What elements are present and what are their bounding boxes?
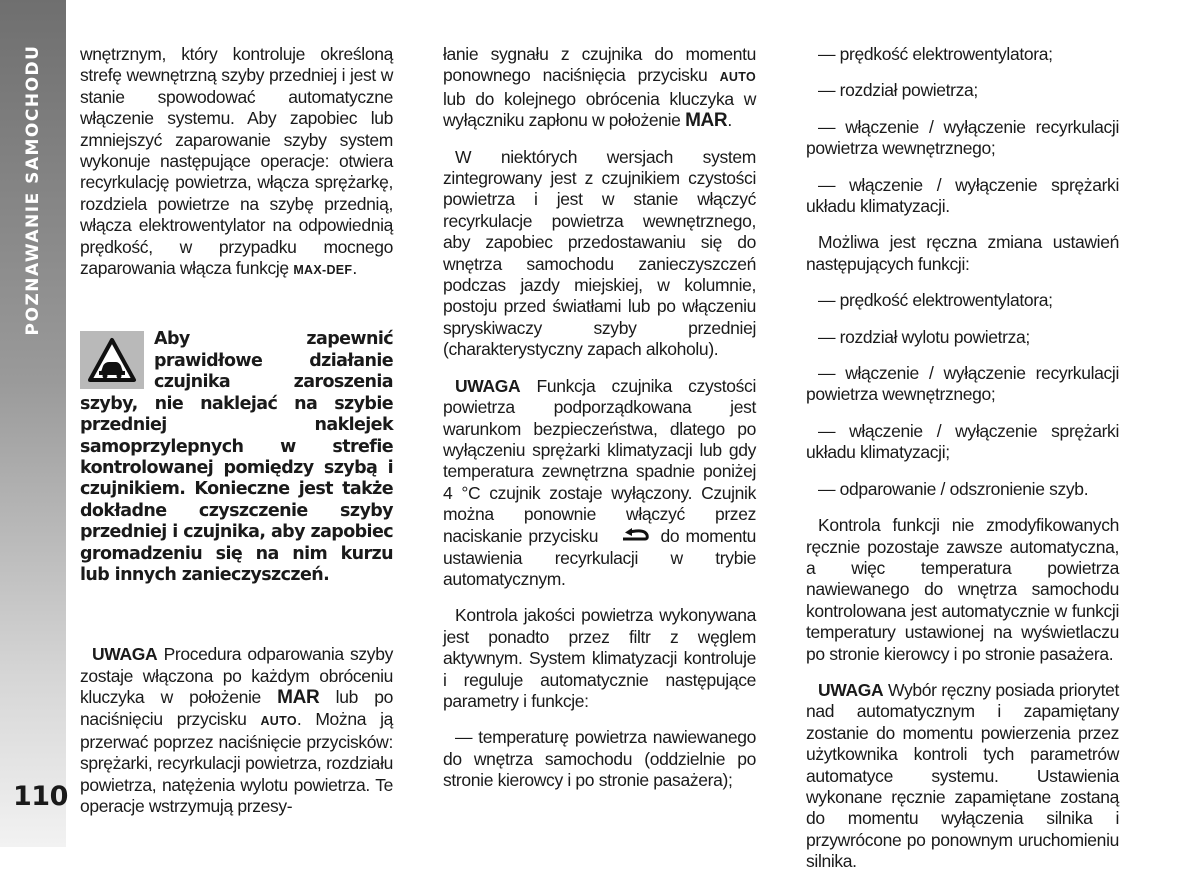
paragraph-signal: łanie sygnału z czujnika do momentu ponownego naciśnięcia przycisku AUTO lub do kolejnego obrócenia kluczyka w wyłączniku zapłonu w położenie MAR. (443, 44, 756, 132)
auto-label: AUTO (719, 70, 756, 85)
list-item: — prędkość elektrowentylatora; (818, 44, 1053, 64)
recirculation-icon (608, 526, 650, 547)
list-item: — odparowanie / odszronienie szyb. (818, 478, 1089, 499)
list-item: — włączenie / wyłączenie recyrkulacji powietrza wewnętrznego; (806, 363, 1119, 405)
paragraph-uwaga-procedure: UWAGA Procedura odparowania szyby zostaje włączona po każdym obróceniu kluczyka w położenie MAR lub po naciśnięciu przycisku AUTO. Można ją przerwać poprzez naciśnięcie przycisków: sprężarki, recyrkulacji powietrza, rozdziału powietrza, natężenia wylotu powietrza. Te operacje wstrzymują przesy- (80, 644, 394, 817)
paragraph-uwaga-manual: UWAGA Wybór ręczny posiada priorytet nad automatycznym i zapamiętany zostanie do momentu powierzenia przez użytkownika kontroli tych parametrów automatyce systemu. Ustawienia wykonane ręcznie zapamiętane zostaną do momentu wyłączenia silnika i przywrócone po ponownym uruchomieniu silnika. (806, 679, 1119, 872)
max-def-label: MAX-DEF (293, 263, 353, 278)
list-item: — prędkość elektrowentylatora; (818, 290, 1053, 311)
list-item: — włączenie / wyłączenie recyrkulacji powietrza wewnętrznego; (806, 116, 1119, 159)
warning-box (80, 329, 393, 586)
list-item: — włączenie / wyłączenie sprężarki układu klimatyzacji; (806, 420, 1119, 463)
paragraph-manual: Możliwa jest ręczna zmiana ustawień następujących funkcji: (806, 232, 1119, 274)
paragraph-control: Kontrola funkcji nie zmodyfikowanych ręcznie pozostaje zawsze automatyczna, a więc temperatura powietrza nawiewanego do wnętrza samochodu kontrolowana jest automatycznie w funkcji temperatury ustawionej na wyświetlaczu po stronie kierowcy i po stronie pasażera. (806, 515, 1119, 664)
mar-label: MAR (277, 687, 320, 709)
list-item-temperature: — temperaturę powietrza nawiewanego do wnętrza samochodu (oddzielnie po stronie kierowcy i po stronie pasażera); (443, 727, 756, 791)
list-item: — włączenie / wyłączenie sprężarki układu klimatyzacji. (806, 174, 1119, 217)
text-column-2 (443, 44, 756, 807)
paragraph-sensor-description: wnętrznym, który kontroluje określoną strefę wewnętrzną szyby przedniej i jest w stanie spowodować automatyczne włączenie systemu. Aby zapobiec lub zmniejszyć zaparowanie szyby system wykonuje następujące operacje: otwiera recyrkulację powietrza, włącza sprężarkę, rozdziela powietrze na szybę przednią, włącza elektrowentylator na odpowiednią prędkość, w przypadku mocnego zaparowania włącza funkcję MAX-DEF. (80, 44, 393, 279)
paragraph-air-quality-sensor: W niektórych wersjach system zintegrowany jest z czujnikiem czystości powietrza i jest w stanie włączyć recyrkulacje powietrza wewnętrznego, aby zapobiec przedostawaniu się do wnętrza samochodu zanieczyszczeń podczas jazdy miejskiej, w kolumnie, postoju przed światłami lub po włączeniu spryskiwaczy szyby przedniej (charakterystyczny zapach alkoholu). (443, 146, 756, 360)
warning-car-icon (80, 331, 144, 389)
list-item: — rozdział powietrza; (818, 80, 978, 101)
list-item: — rozdział wylotu powietrza; (818, 326, 1030, 347)
section-sidebar (0, 0, 66, 847)
page-number: 110 (13, 781, 68, 812)
mar-label: MAR (685, 110, 728, 132)
paragraph-uwaga-sensor: UWAGA Funkcja czujnika czystości powietrza podporządkowana jest warunkom bezpieczeństwa, dlatego po wyłączeniu sprężarki klimatyzacji lub gdy temperatura zewnętrzna spadnie poniżej 4 °C czujnik zostaje wyłączony. Czujnik można ponownie włączyć przez naciskanie przycisku do momentu ustawienia recyrkulacji w trybie automatycznym. (443, 375, 756, 590)
uwaga-label: UWAGA (92, 644, 158, 665)
auto-label: AUTO (260, 713, 297, 728)
text-column-3 (806, 44, 1119, 888)
uwaga-label: UWAGA (455, 375, 521, 396)
section-title: POZNAWANIE SAMOCHODU (23, 44, 43, 336)
uwaga-label: UWAGA (818, 679, 884, 700)
warning-text: Aby zapewnić prawidłowe działanie czujnika zaroszenia szyby, nie naklejać na szybie przedniej naklejek samoprzylepnych w strefie kontrolowanej pomiędzy szybą i czujnikiem. Konieczne jest także dokładne czyszczenie szyby przedniej i czujnika, aby zapobiec gromadzeniu się na nim kurzu lub innych zanieczyszczeń. (80, 329, 393, 585)
paragraph-filter: Kontrola jakości powietrza wykonywana jest ponadto przez filtr z węglem aktywnym. System klimatyzacji kontroluje i reguluje automatycznie następujące parametry i funkcje: (443, 605, 756, 712)
text-column-1 (80, 44, 393, 833)
